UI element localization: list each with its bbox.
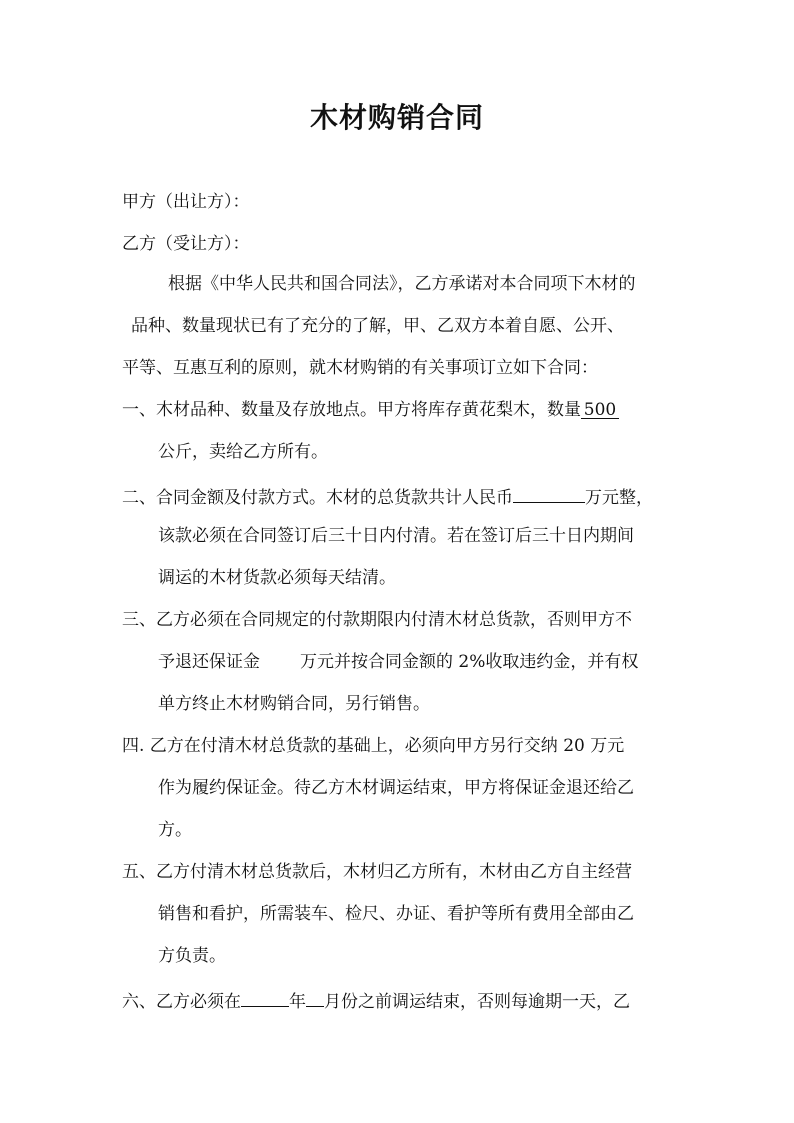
clause-4-line-2: 作为履约保证金。待乙方木材调运结束，甲方将保证金退还给乙 <box>158 778 634 798</box>
clause-1-line-1 <box>122 398 619 422</box>
clause-5-line-1: 五、乙方付清木材总货款后，木材归乙方所有，木材由乙方自主经营 <box>122 862 632 882</box>
clause-1-line-2: 公斤，卖给乙方所有。 <box>158 442 328 462</box>
quantity-value: 500 <box>581 398 619 419</box>
amount-blank <box>513 482 585 503</box>
clause-4-line-1: 四. 乙方在付清木材总货款的基础上，必须向甲方另行交纳 20 万元 <box>122 736 625 756</box>
clause-2-line-3: 调运的木材货款必须每天结清。 <box>158 568 396 588</box>
party-b-line: 乙方（受让方）： <box>122 234 250 254</box>
intro-line-2: 品种、数量现状已有了充分的了解，甲、乙双方本着自愿、公开、 <box>131 316 624 336</box>
month-blank <box>306 986 324 1007</box>
clause-3-line-2 <box>158 650 638 674</box>
intro-line-1: 根据《中华人民共和国合同法》，乙方承诺对本合同项下木材的 <box>168 274 636 294</box>
clause-6-text-b: 月份之前调运结束，否则每逾期一天，乙 <box>324 992 630 1012</box>
clause-3-line-1: 三、乙方必须在合同规定的付款期限内付清木材总货款，否则甲方不 <box>122 610 632 630</box>
clause-5-line-2: 销售和看护，所需装车、检尺、办证、看护等所有费用全部由乙 <box>158 904 634 924</box>
intro-line-3: 平等、互惠互利的原则，就木材购销的有关事项订立如下合同： <box>122 358 598 378</box>
clause-3-line-3: 单方终止木材购销合同，另行销售。 <box>158 694 430 714</box>
clause-3-text-a: 予退还保证金 <box>158 652 260 672</box>
clause-2-text: 二、合同金额及付款方式。木材的总货款共计人民币 <box>122 488 513 508</box>
party-a-line: 甲方（出让方）： <box>122 192 250 212</box>
page-title: 木材购销合同 <box>309 101 484 134</box>
clause-6-year: 年 <box>289 992 306 1012</box>
clause-2-unit: 万元整， <box>585 488 653 508</box>
clause-2-line-2: 该款必须在合同签订后三十日内付清。若在签订后三十日内期间 <box>158 526 634 546</box>
clause-2-line-1 <box>122 482 653 510</box>
clause-6-line-1 <box>122 986 630 1014</box>
clause-3-text-b: 万元并按合同金额的 2%收取违约金，并有权 <box>300 652 639 672</box>
clause-1-text: 一、木材品种、数量及存放地点。甲方将库存黄花梨木，数量 <box>122 400 581 420</box>
year-blank <box>241 986 289 1007</box>
clause-6-text-a: 六、乙方必须在 <box>122 992 241 1012</box>
clause-5-line-3: 方负责。 <box>158 946 226 966</box>
clause-4-line-3: 方。 <box>158 820 192 840</box>
